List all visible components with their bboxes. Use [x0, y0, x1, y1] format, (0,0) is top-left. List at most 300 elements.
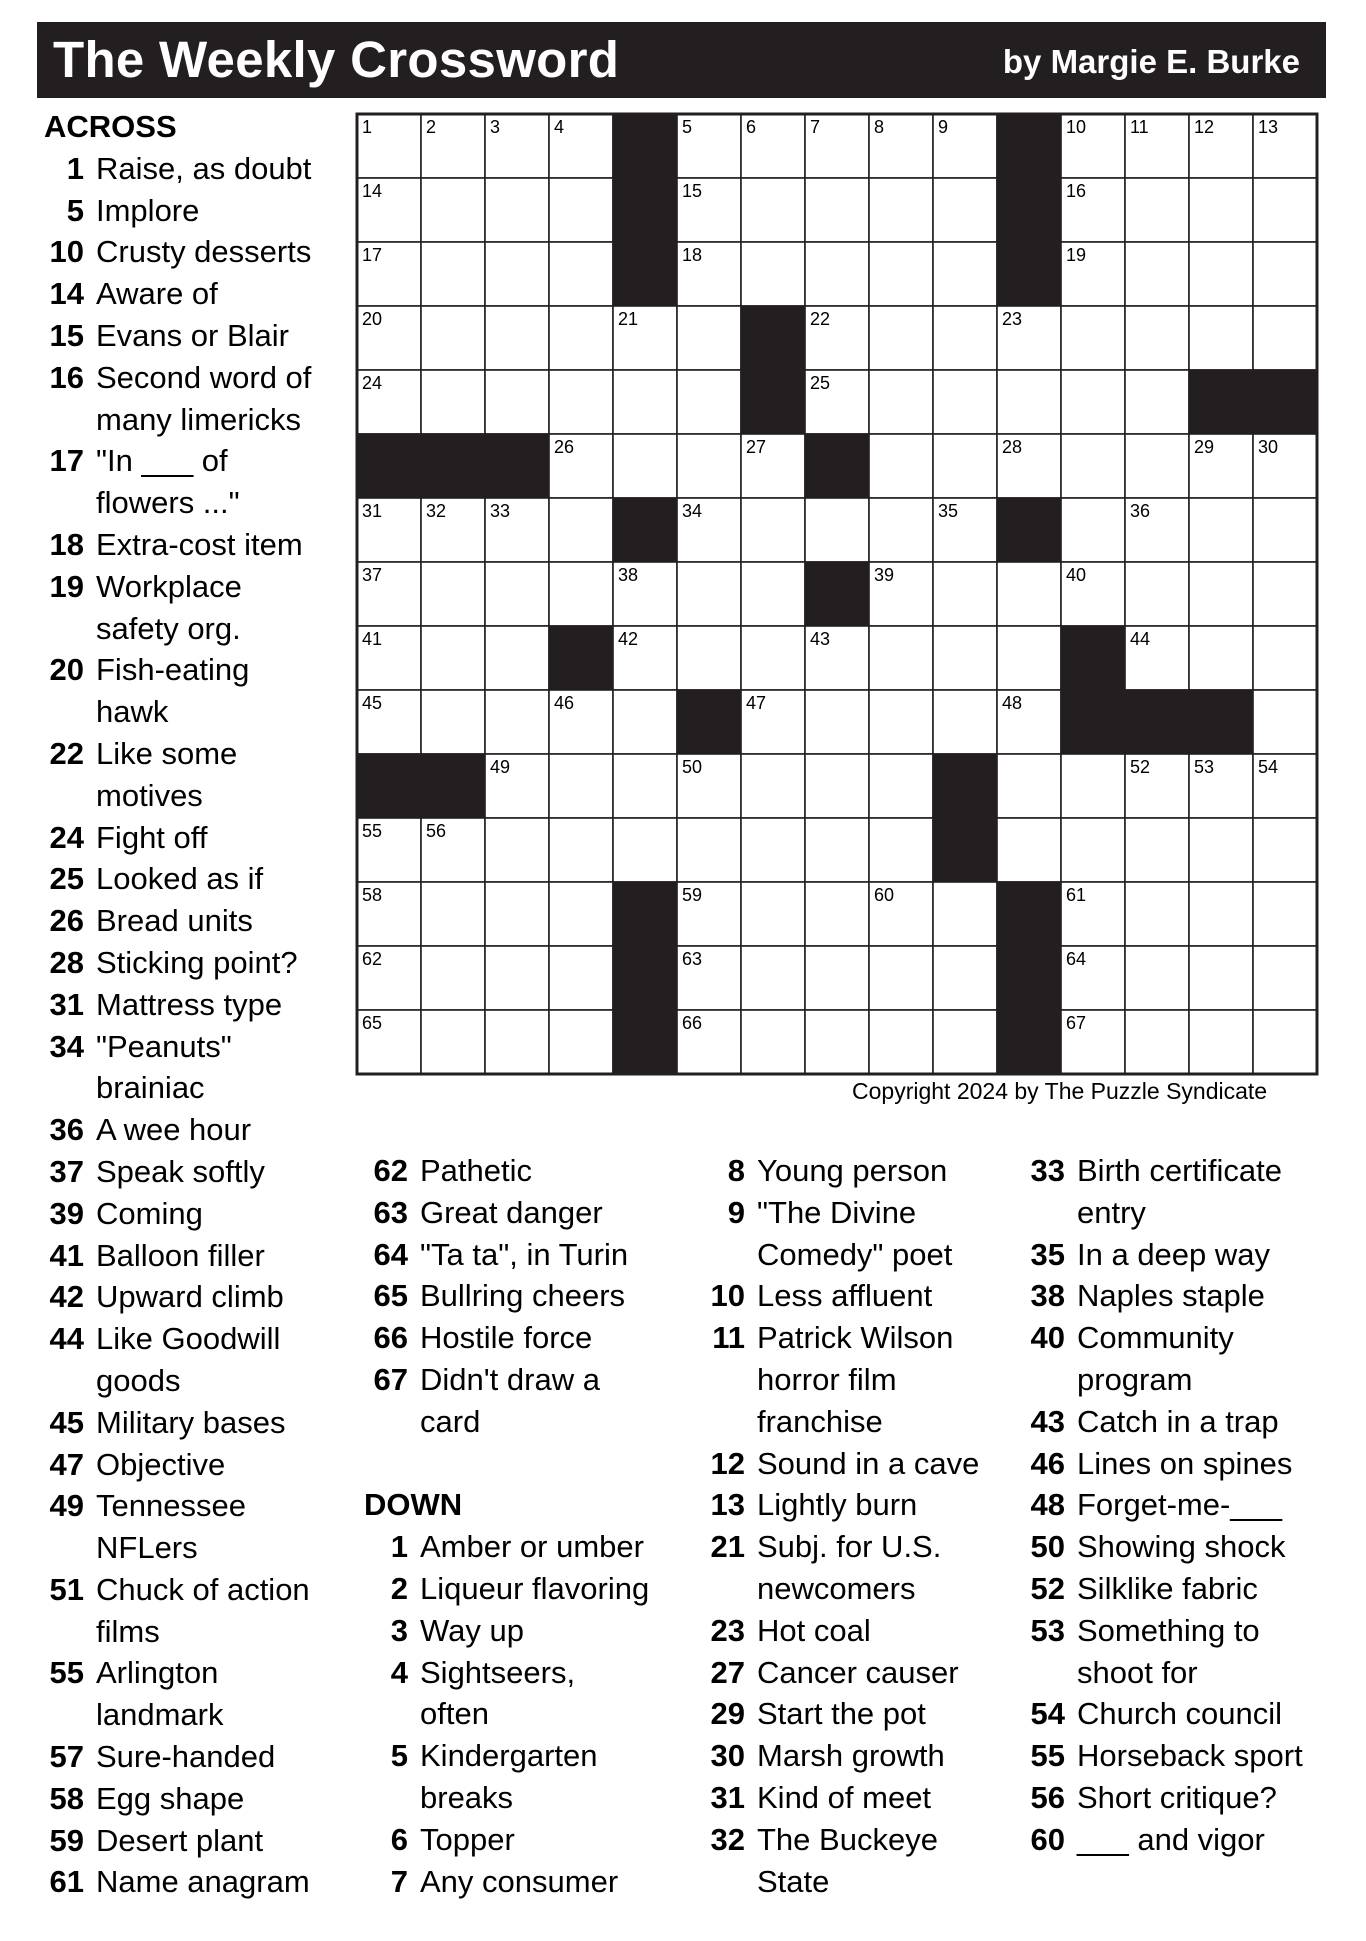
grid-cell[interactable] [1125, 242, 1189, 306]
clue-number: 40 [1030, 1320, 1065, 1356]
grid-cell[interactable] [1061, 306, 1125, 370]
grid-cell[interactable] [869, 818, 933, 882]
grid-cell[interactable] [1061, 434, 1125, 498]
across-heading: ACROSS [44, 109, 177, 144]
grid-cell[interactable] [549, 754, 613, 818]
grid-block [997, 882, 1061, 946]
grid-cell[interactable] [549, 562, 613, 626]
across-clue [368, 1359, 678, 1443]
across-clue [44, 984, 334, 1026]
section-gap [368, 1443, 678, 1485]
across-clue [44, 273, 334, 315]
cell-number: 63 [682, 949, 703, 969]
across-clue [368, 1275, 678, 1317]
grid-cell[interactable] [997, 562, 1061, 626]
clue-number: 23 [710, 1612, 745, 1648]
down-heading: DOWN [364, 1487, 463, 1523]
grid-cell[interactable] [1253, 498, 1317, 562]
grid-cell[interactable] [997, 626, 1061, 690]
cell-number: 48 [1002, 693, 1023, 713]
grid-cell[interactable] [933, 370, 997, 434]
cell-number: 67 [1066, 1013, 1087, 1033]
grid-cell[interactable] [485, 242, 549, 306]
grid-cell[interactable] [485, 946, 549, 1010]
grid-cell[interactable] [741, 626, 805, 690]
clue-number: 63 [373, 1194, 408, 1230]
grid-cell[interactable] [485, 882, 549, 946]
grid-cell[interactable] [485, 370, 549, 434]
down-clue [705, 1819, 1005, 1903]
clue-text: shoot for [1077, 1654, 1198, 1690]
clue-number: 36 [49, 1112, 84, 1148]
grid-cell[interactable] [1061, 754, 1125, 818]
grid-cell[interactable] [1253, 690, 1317, 754]
cell-number: 23 [1002, 309, 1023, 329]
grid-block [1125, 690, 1189, 754]
grid-cell[interactable] [869, 754, 933, 818]
grid-cell[interactable] [869, 498, 933, 562]
clue-number: 17 [49, 443, 84, 479]
clue-text: Second word of [96, 359, 312, 395]
grid-cell[interactable] [421, 626, 485, 690]
cell-number: 14 [362, 181, 383, 201]
clue-number: 45 [49, 1404, 84, 1440]
cell-number: 25 [810, 373, 831, 393]
grid-cell[interactable] [1189, 818, 1253, 882]
clue-text: Patrick Wilson [757, 1320, 954, 1356]
cell-number: 27 [746, 437, 767, 457]
cell-number: 32 [426, 501, 447, 521]
clue-number: 16 [49, 359, 84, 395]
clue-text: The Buckeye [757, 1821, 938, 1857]
cell-number: 50 [682, 757, 703, 777]
across-clue [368, 1234, 678, 1276]
grid-cell[interactable] [1189, 626, 1253, 690]
grid-cell[interactable] [933, 626, 997, 690]
clue-number: 38 [1030, 1278, 1065, 1314]
down-clue [1025, 1735, 1341, 1777]
grid-cell[interactable] [549, 946, 613, 1010]
grid-cell[interactable] [933, 882, 997, 946]
grid-cell[interactable] [869, 690, 933, 754]
clue-text: Marsh growth [757, 1738, 945, 1774]
grid-cell[interactable] [869, 1010, 933, 1074]
clue-text: landmark [96, 1697, 224, 1733]
cell-number: 64 [1066, 949, 1087, 969]
across-clue [44, 1026, 334, 1110]
grid-block [997, 178, 1061, 242]
clue-number: 26 [49, 903, 84, 939]
grid-cell[interactable] [1125, 946, 1189, 1010]
clue-text: Tennessee [96, 1488, 246, 1524]
grid-cell[interactable] [869, 242, 933, 306]
grid-cell[interactable] [549, 178, 613, 242]
grid-cell[interactable] [485, 306, 549, 370]
grid-block [741, 370, 805, 434]
down-clue [368, 1568, 678, 1610]
grid-cell[interactable] [1253, 626, 1317, 690]
grid-cell[interactable] [741, 1010, 805, 1074]
grid-cell[interactable] [805, 498, 869, 562]
grid-cell[interactable] [933, 946, 997, 1010]
grid-cell[interactable] [1189, 882, 1253, 946]
clue-text: In a deep way [1077, 1236, 1271, 1272]
cell-number: 59 [682, 885, 703, 905]
grid-cell[interactable] [1189, 946, 1253, 1010]
cell-number: 19 [1066, 245, 1087, 265]
grid-cell[interactable] [1125, 178, 1189, 242]
grid-cell[interactable] [1189, 178, 1253, 242]
cell-number: 52 [1130, 757, 1151, 777]
clue-number: 37 [49, 1153, 84, 1189]
copyright-notice: Copyright 2024 by The Puzzle Syndicate [852, 1078, 1268, 1104]
clue-number: 54 [1030, 1696, 1065, 1732]
clue-text: horror film [757, 1361, 897, 1397]
grid-block [613, 882, 677, 946]
grid-block [485, 434, 549, 498]
down-clue [705, 1526, 1005, 1610]
grid-cell[interactable] [869, 626, 933, 690]
cell-number: 35 [938, 501, 959, 521]
grid-cell[interactable] [869, 178, 933, 242]
across-clue [44, 566, 334, 650]
grid-cell[interactable] [549, 1010, 613, 1074]
cell-number: 28 [1002, 437, 1023, 457]
clue-number: 43 [1030, 1403, 1065, 1439]
clue-number: 41 [49, 1237, 84, 1273]
grid-cell[interactable] [421, 178, 485, 242]
grid-cell[interactable] [421, 946, 485, 1010]
grid-cell[interactable] [421, 242, 485, 306]
grid-cell[interactable] [805, 178, 869, 242]
clue-number: 6 [390, 1821, 408, 1857]
grid-block [549, 626, 613, 690]
clue-number: 15 [49, 317, 84, 353]
across-clue [368, 1150, 678, 1192]
grid-block [1061, 626, 1125, 690]
across-clue [44, 1652, 334, 1736]
cell-number: 53 [1194, 757, 1215, 777]
down-clue [368, 1610, 678, 1652]
grid-block [421, 434, 485, 498]
across-clue [44, 231, 334, 273]
grid-cell[interactable] [549, 498, 613, 562]
clue-number: 2 [390, 1570, 408, 1606]
grid-cell[interactable] [549, 370, 613, 434]
grid-cell[interactable] [933, 562, 997, 626]
clue-number: 19 [49, 568, 84, 604]
clue-number: 56 [1030, 1779, 1065, 1815]
cell-number: 22 [810, 309, 831, 329]
grid-block [613, 178, 677, 242]
clue-text: Naples staple [1077, 1278, 1265, 1314]
across-clue [44, 1318, 334, 1402]
grid-block [613, 946, 677, 1010]
cell-number: 43 [810, 629, 831, 649]
grid-cell[interactable] [677, 818, 741, 882]
across-clue [44, 190, 334, 232]
down-clue [705, 1610, 1005, 1652]
cell-number: 21 [618, 309, 639, 329]
grid-cell[interactable] [869, 306, 933, 370]
clue-text: A wee hour [96, 1112, 252, 1148]
clue-text: Comedy" poet [757, 1236, 953, 1272]
grid-cell[interactable] [421, 370, 485, 434]
grid-cell[interactable] [741, 178, 805, 242]
clue-number: 1 [66, 150, 84, 186]
down-clue [705, 1443, 1005, 1485]
grid-cell[interactable] [613, 818, 677, 882]
grid-cell[interactable] [1189, 242, 1253, 306]
grid-cell[interactable] [997, 818, 1061, 882]
grid-cell[interactable] [1189, 306, 1253, 370]
across-clue [44, 1736, 334, 1778]
clue-text: "Ta ta", in Turin [420, 1236, 629, 1272]
grid-cell[interactable] [485, 178, 549, 242]
clue-text: Something to [1077, 1612, 1260, 1648]
cell-number: 7 [810, 117, 821, 137]
header-banner [37, 22, 1326, 98]
cell-number: 10 [1066, 117, 1087, 137]
grid-cell[interactable] [677, 626, 741, 690]
clue-text: entry [1077, 1194, 1146, 1230]
clue-text: Balloon filler [96, 1237, 265, 1273]
grid-cell[interactable] [933, 1010, 997, 1074]
grid-cell[interactable] [933, 242, 997, 306]
grid-cell[interactable] [1253, 178, 1317, 242]
grid-cell[interactable] [741, 498, 805, 562]
grid-cell[interactable] [997, 754, 1061, 818]
clue-text: State [757, 1863, 830, 1899]
grid-cell[interactable] [1189, 562, 1253, 626]
clue-text: Like some [96, 735, 238, 771]
cell-number: 60 [874, 885, 895, 905]
cell-number: 8 [874, 117, 885, 137]
grid-cell[interactable] [741, 242, 805, 306]
crossword-grid [353, 110, 1321, 1078]
cell-number: 13 [1258, 117, 1279, 137]
grid-cell[interactable] [741, 754, 805, 818]
cell-number: 17 [362, 245, 383, 265]
grid-cell[interactable] [741, 562, 805, 626]
clue-text: Like Goodwill [96, 1321, 281, 1357]
down-clue [705, 1150, 1005, 1192]
grid-cell[interactable] [549, 242, 613, 306]
grid-cell[interactable] [613, 754, 677, 818]
grid-cell[interactable] [805, 1010, 869, 1074]
across-clue [44, 1820, 334, 1862]
down-clue [705, 1735, 1005, 1777]
grid-cell[interactable] [1125, 306, 1189, 370]
clue-text: Kind of meet [757, 1779, 932, 1815]
grid-cell[interactable] [933, 690, 997, 754]
across-clue [44, 1276, 334, 1318]
grid-cell[interactable] [421, 306, 485, 370]
grid-cell[interactable] [549, 882, 613, 946]
grid-cell[interactable] [1125, 562, 1189, 626]
across-clue [44, 1861, 334, 1903]
clue-number: 42 [49, 1279, 84, 1315]
grid-cell[interactable] [613, 690, 677, 754]
clue-number: 52 [1030, 1570, 1065, 1606]
across-clue [44, 817, 334, 859]
clue-number: 35 [1030, 1236, 1065, 1272]
down-clue [1025, 1443, 1341, 1485]
clue-text: Forget-me-___ [1077, 1487, 1283, 1523]
clue-text: Liqueur flavoring [420, 1570, 650, 1606]
grid-cell[interactable] [485, 562, 549, 626]
grid-cell[interactable] [805, 946, 869, 1010]
grid-cell[interactable] [421, 882, 485, 946]
grid-cell[interactable] [677, 562, 741, 626]
across-clue [368, 1192, 678, 1234]
grid-block [357, 434, 421, 498]
clue-text: Egg shape [96, 1780, 245, 1816]
across-clue [44, 900, 334, 942]
clue-text: Didn't draw a [420, 1361, 600, 1397]
grid-cell[interactable] [1125, 1010, 1189, 1074]
grid-cell[interactable] [485, 626, 549, 690]
grid-cell[interactable] [549, 818, 613, 882]
grid-cell[interactable] [933, 306, 997, 370]
grid-cell[interactable] [933, 434, 997, 498]
grid-cell[interactable] [1125, 882, 1189, 946]
clue-text: Bread units [96, 903, 253, 939]
cell-number: 65 [362, 1013, 383, 1033]
grid-cell[interactable] [741, 946, 805, 1010]
cell-number: 41 [362, 629, 383, 649]
cell-number: 1 [362, 117, 373, 137]
clue-text: motives [96, 777, 203, 813]
grid-cell[interactable] [613, 370, 677, 434]
clue-number: 5 [66, 192, 84, 228]
grid-cell[interactable] [421, 1010, 485, 1074]
grid-cell[interactable] [1253, 946, 1317, 1010]
clue-text: breaks [420, 1779, 514, 1815]
grid-cell[interactable] [1253, 562, 1317, 626]
grid-cell[interactable] [677, 306, 741, 370]
grid-cell[interactable] [1253, 882, 1317, 946]
cell-number: 29 [1194, 437, 1215, 457]
clue-text: Young person [757, 1153, 948, 1188]
clue-number: 12 [710, 1445, 745, 1481]
grid-cell[interactable] [933, 178, 997, 242]
cell-number: 44 [1130, 629, 1151, 649]
grid-cell[interactable] [421, 562, 485, 626]
down-clue [1025, 1526, 1341, 1568]
grid-cell[interactable] [869, 370, 933, 434]
across-clue [44, 524, 334, 566]
grid-block [1253, 370, 1317, 434]
clue-number: 65 [373, 1278, 408, 1314]
grid-cell[interactable] [549, 306, 613, 370]
clue-text: Way up [420, 1612, 524, 1648]
across-clue [44, 315, 334, 357]
grid-block [741, 306, 805, 370]
down-clue [1025, 1693, 1341, 1735]
clue-text: Subj. for U.S. [757, 1529, 942, 1565]
down-clue [1025, 1150, 1341, 1234]
cell-number: 5 [682, 117, 693, 137]
clue-number: 62 [373, 1153, 408, 1188]
clue-number: 18 [49, 526, 84, 562]
grid-cell[interactable] [677, 434, 741, 498]
clue-text: Topper [420, 1821, 515, 1857]
grid-block [997, 946, 1061, 1010]
grid-cell[interactable] [485, 1010, 549, 1074]
grid-cell[interactable] [805, 754, 869, 818]
grid-cell[interactable] [1125, 370, 1189, 434]
grid-cell[interactable] [677, 370, 741, 434]
clue-text: Pathetic [420, 1153, 533, 1188]
grid-cell[interactable] [1189, 498, 1253, 562]
clue-number: 61 [49, 1864, 84, 1900]
grid-cell[interactable] [1125, 434, 1189, 498]
cell-number: 15 [682, 181, 703, 201]
grid-cell[interactable] [1253, 242, 1317, 306]
grid-cell[interactable] [1253, 818, 1317, 882]
clue-number: 10 [710, 1278, 745, 1314]
grid-cell[interactable] [805, 242, 869, 306]
clue-number: 55 [49, 1655, 84, 1691]
cell-number: 61 [1066, 885, 1087, 905]
grid-cell[interactable] [485, 690, 549, 754]
grid-cell[interactable] [1253, 1010, 1317, 1074]
clue-text: Arlington [96, 1655, 219, 1691]
clue-text: Cancer causer [757, 1654, 959, 1690]
grid-cell[interactable] [869, 946, 933, 1010]
clue-text: Showing shock [1077, 1529, 1286, 1565]
across-clue [44, 1778, 334, 1820]
clue-number: 20 [49, 652, 84, 688]
down-clue [1025, 1777, 1341, 1819]
clue-text: Military bases [96, 1404, 286, 1440]
grid-cell[interactable] [805, 818, 869, 882]
down-clue [705, 1275, 1005, 1317]
grid-cell[interactable] [869, 434, 933, 498]
grid-cell[interactable] [613, 434, 677, 498]
clue-text: Fight off [96, 819, 208, 855]
clue-number: 31 [710, 1779, 745, 1815]
clue-text: Any consumer [420, 1863, 619, 1899]
grid-cell[interactable] [1061, 818, 1125, 882]
grid-block [357, 754, 421, 818]
grid-cell[interactable] [1189, 1010, 1253, 1074]
clue-number: 8 [727, 1153, 745, 1188]
cell-number: 26 [554, 437, 575, 457]
grid-block [421, 754, 485, 818]
grid-cell[interactable] [805, 690, 869, 754]
grid-cell[interactable] [485, 818, 549, 882]
grid-block [1061, 690, 1125, 754]
cell-number: 11 [1130, 117, 1149, 137]
grid-cell[interactable] [1125, 818, 1189, 882]
clue-number: 51 [49, 1571, 84, 1607]
grid-cell[interactable] [805, 882, 869, 946]
grid-cell[interactable] [741, 882, 805, 946]
cell-number: 12 [1194, 117, 1215, 137]
clue-text: Bullring cheers [420, 1278, 626, 1314]
grid-cell[interactable] [741, 818, 805, 882]
grid-cell[interactable] [997, 370, 1061, 434]
clue-number: 4 [390, 1654, 408, 1690]
grid-cell[interactable] [421, 690, 485, 754]
clue-number: 10 [49, 234, 84, 270]
clue-text: Lightly burn [757, 1487, 918, 1523]
grid-cell[interactable] [1061, 498, 1125, 562]
grid-cell[interactable] [1253, 306, 1317, 370]
grid-cell[interactable] [1061, 370, 1125, 434]
